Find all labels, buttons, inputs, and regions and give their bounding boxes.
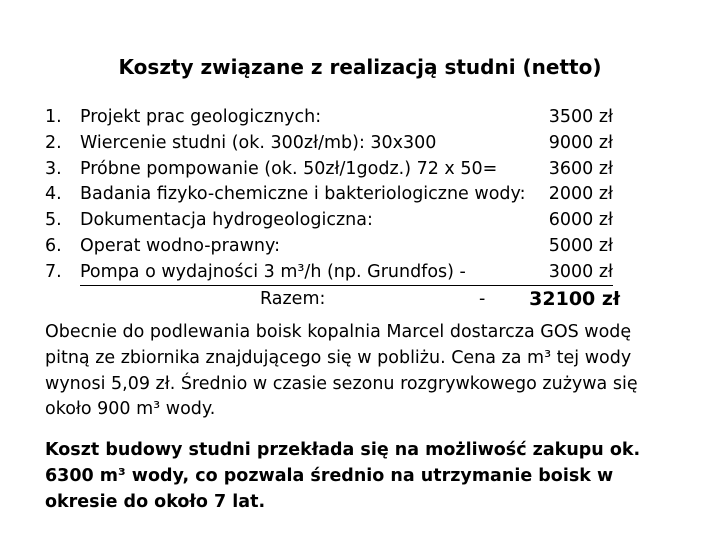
item-description: Próbne pompowanie (ok. 50zł/1godz.) 72 x 50= xyxy=(80,158,498,179)
item-description: Badania fizyko-chemiczne i bakteriologiczne wody: xyxy=(80,184,526,205)
cost-list xyxy=(0,105,720,312)
conclusion-paragraph xyxy=(45,438,685,515)
item-amount: 3500 zł xyxy=(548,107,613,127)
page-title: Koszty związane z realizacją studni (netto) xyxy=(118,55,602,79)
item-description: Dokumentacja hydrogeologiczna: xyxy=(80,210,373,231)
item-number: 4. xyxy=(45,184,62,205)
item-description: Projekt prac geologicznych: xyxy=(80,107,322,127)
paragraph-line: Koszt budowy studni przekłada się na możliwość zakupu ok. xyxy=(45,440,641,460)
list-item xyxy=(0,260,720,286)
list-item xyxy=(0,234,720,260)
item-amount: 5000 zł xyxy=(548,235,613,256)
paragraph-line: Obecnie do podlewania boisk kopalnia Marcel dostarcza GOS wodę xyxy=(45,322,632,342)
item-description: Operat wodno-prawny: xyxy=(80,235,280,256)
item-amount: 9000 zł xyxy=(548,132,613,153)
paragraph-line: wynosi 5,09 zł. Średnio w czasie sezonu rozgrywkowego zużywa się xyxy=(45,373,638,394)
list-item xyxy=(0,182,720,208)
total-amount: 32100 zł xyxy=(529,287,620,310)
info-paragraph xyxy=(45,320,685,423)
item-number: 2. xyxy=(45,132,62,153)
paragraph-line: okresie do około 7 lat. xyxy=(45,491,266,512)
item-amount: 2000 zł xyxy=(548,184,613,205)
item-number: 1. xyxy=(45,107,62,127)
item-description: Pompa o wydajności 3 m³/h (np. Grundfos) - xyxy=(80,261,466,282)
list-item xyxy=(0,131,720,157)
list-item xyxy=(0,157,720,183)
total-row xyxy=(0,286,720,312)
total-label: Razem: xyxy=(260,288,326,309)
total-dash: - xyxy=(479,288,486,309)
paragraph-line: pitną ze zbiornika znajdującego się w pobliżu. Cena za m³ tej wody xyxy=(45,347,632,368)
item-number: 7. xyxy=(45,261,62,282)
list-item xyxy=(0,208,720,234)
item-amount: 3600 zł xyxy=(548,158,613,179)
item-number: 6. xyxy=(45,235,62,256)
paragraph-line: około 900 m³ wody. xyxy=(45,399,216,420)
paragraph-line: 6300 m³ wody, co pozwala średnio na utrzymanie boisk w xyxy=(45,465,614,486)
item-number: 3. xyxy=(45,158,62,179)
item-amount: 6000 zł xyxy=(548,210,613,231)
item-number: 5. xyxy=(45,210,62,231)
list-item xyxy=(0,105,720,131)
item-description: Wiercenie studni (ok. 300zł/mb): 30x300 xyxy=(80,132,437,153)
item-amount: 3000 zł xyxy=(548,261,613,282)
